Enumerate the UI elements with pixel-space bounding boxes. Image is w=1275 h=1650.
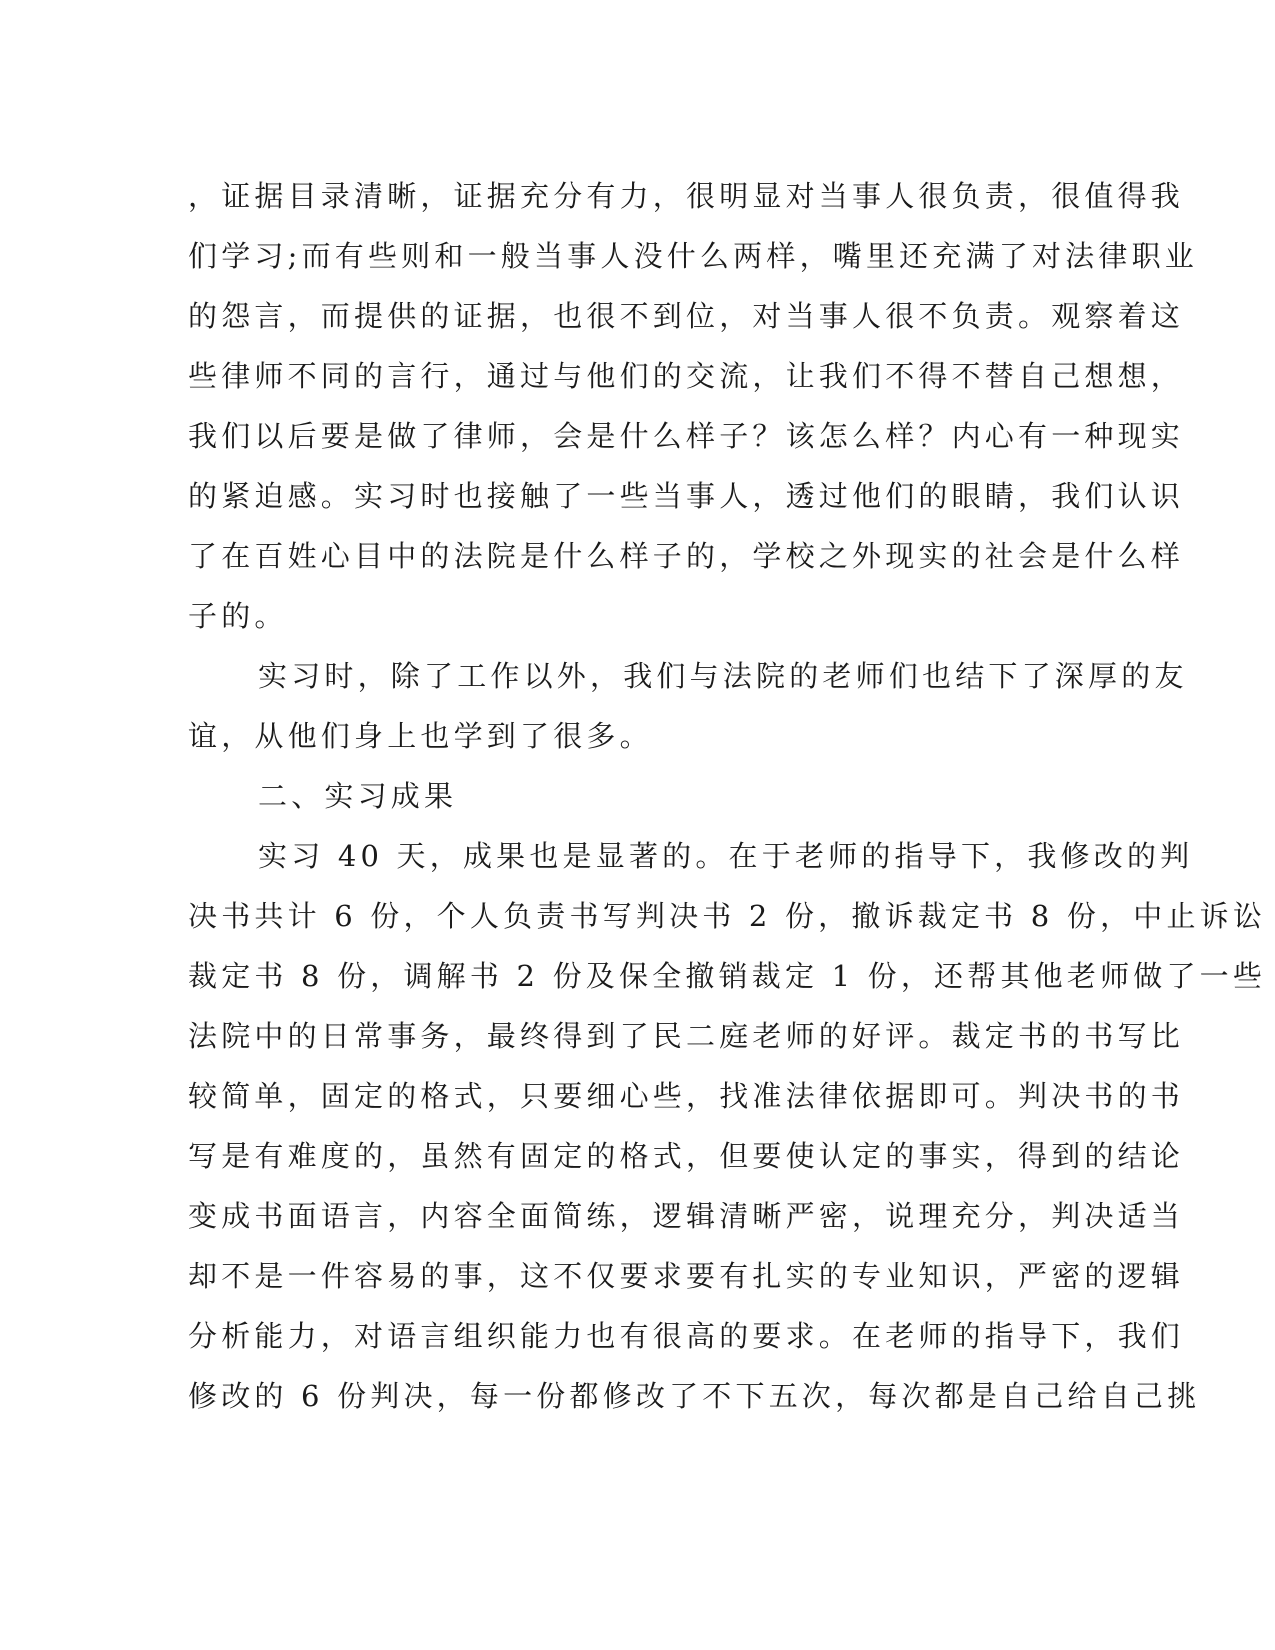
text-line: 裁定书 8 份，调解书 2 份及保全撤销裁定 1 份，还帮其他老师做了一些 — [188, 959, 1267, 993]
text-line: 分析能力，对语言组织能力也有很高的要求。在老师的指导下，我们 — [188, 1319, 1185, 1353]
text-line: ，证据目录清晰，证据充分有力，很明显对当事人很负责，很值得我 — [188, 179, 1185, 213]
text-line: 谊，从他们身上也学到了很多。 — [188, 719, 653, 753]
text-line: 了在百姓心目中的法院是什么样子的，学校之外现实的社会是什么样 — [188, 539, 1185, 573]
section-heading: 二、实习成果 — [258, 779, 458, 813]
text-line: 我们以后要是做了律师，会是什么样子？该怎么样？内心有一种现实 — [188, 419, 1185, 453]
text-line: 们学习;而有些则和一般当事人没什么两样，嘴里还充满了对法律职业 — [188, 239, 1198, 273]
body-text — [188, 166, 1267, 1426]
text-line: 却不是一件容易的事，这不仅要求要有扎实的专业知识，严密的逻辑 — [188, 1259, 1185, 1293]
text-line: 写是有难度的，虽然有固定的格式，但要使认定的事实，得到的结论 — [188, 1139, 1185, 1173]
text-line: 的怨言，而提供的证据，也很不到位，对当事人很不负责。观察着这 — [188, 299, 1185, 333]
text-line: 修改的 6 份判决，每一份都修改了不下五次，每次都是自己给自己挑 — [188, 1379, 1201, 1413]
text-line: 子的。 — [188, 599, 288, 633]
text-line: 决书共计 6 份，个人负责书写判决书 2 份，撤诉裁定书 8 份，中止诉讼 — [188, 899, 1267, 933]
text-line: 变成书面语言，内容全面简练，逻辑清晰严密，说理充分，判决适当 — [188, 1199, 1185, 1233]
paragraph-start-line: 实习时，除了工作以外，我们与法院的老师们也结下了深厚的友 — [258, 659, 1188, 693]
text-line: 的紧迫感。实习时也接触了一些当事人，透过他们的眼睛，我们认识 — [188, 479, 1185, 513]
text-line: 较简单，固定的格式，只要细心些，找准法律依据即可。判决书的书 — [188, 1079, 1185, 1113]
text-line: 法院中的日常事务，最终得到了民二庭老师的好评。裁定书的书写比 — [188, 1019, 1185, 1053]
paragraph-start-line: 实习 40 天，成果也是显著的。在于老师的指导下，我修改的判 — [258, 839, 1194, 873]
text-line: 些律师不同的言行，通过与他们的交流，让我们不得不替自己想想， — [188, 359, 1185, 393]
